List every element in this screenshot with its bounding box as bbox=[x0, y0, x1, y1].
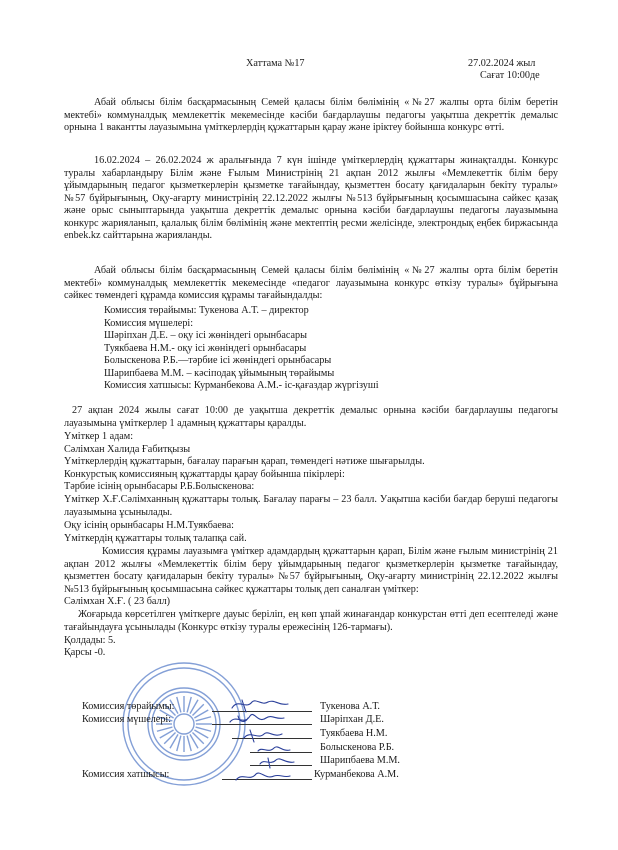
opinion-author: Оқу ісінің орынбасары Н.М.Туякбаева: bbox=[64, 520, 234, 531]
secretary-label: Комиссия хатшысы: bbox=[82, 769, 170, 780]
protocol-date: 27.02.2024 жыл bbox=[468, 58, 536, 69]
commission-member: Шарипбаева М.М. – кәсіподақ ұйымының төрайымы bbox=[104, 367, 335, 379]
candidate-name: Сәлімхан Халида Ғабитқызы bbox=[64, 443, 191, 455]
commission-list bbox=[64, 305, 564, 393]
votes-against: Қарсы -0. bbox=[64, 647, 106, 658]
announcement-paragraph: 16.02.2024 – 26.02.2024 ж аралығында 7 күн ішінде үміткерлердің құжаттары жинақталды. Конкурс туралы хабарландыру Білім және Ғылым Министрінің 21 ақпан 2012 жылғы «Мемлекеттік білім беру ұйымдарының педагог қызметкерлерін қызметке тағайындау, қызметтен босату қағидаларын бекіту туралы» №57 бұйрығының, Оқу-ағарту министрінің 22.12.2022 жылғы №513 бұйрығының қосымшасына сәйкес қазақ және орыс сыныптарында уақытша декреттік демалыс орнына кәсіби бағдарлаушы педагогы лауазымына конкурс жарияланып, қалалық білім бөлімінің және мектептің ресми желісінде, электрондық еңбек биржасында enbek.kz сайттарына жарияланды. bbox=[64, 155, 558, 241]
opinion-author: Тәрбие ісінің орынбасары Р.Б.Болыскенова: bbox=[64, 481, 255, 492]
signer-name: Туякбаева Н.М. bbox=[320, 728, 388, 739]
signer-name: Болыскенова Р.Б. bbox=[320, 742, 395, 753]
signer-name: Тукенова А.Т. bbox=[320, 701, 380, 712]
protocol-time: Сағат 10:00де bbox=[480, 70, 540, 81]
opinion2-lines bbox=[64, 520, 564, 545]
opinion-text: Үміткердің құжаттары толық талапқа сай. bbox=[64, 532, 247, 544]
commission-chair: Комиссия төрайымы: Тукенова А.Т. – директор bbox=[104, 305, 309, 316]
commission-member: Туякбаева Н.М.- оқу ісі жөніндегі орынбасары bbox=[104, 342, 307, 354]
members-label: Комиссия мүшелері: bbox=[82, 714, 172, 725]
handwritten-signatures bbox=[228, 696, 308, 786]
signer-name: Шарипбаева М.М. bbox=[320, 755, 400, 766]
signer-name: Курманбекова А.М. bbox=[314, 769, 399, 780]
commission-members-title: Комиссия мүшелері: bbox=[104, 317, 194, 329]
selected-candidate: Сәлімхан Х.Ғ. ( 23 балл) bbox=[64, 596, 171, 607]
opinion-paragraph: Үміткер Х.Ғ.Сәлімханның құжаттары толық. Бағалау парағы – 23 балл. Уақытша кәсіби бағдар беруші педагогы лауазымына ұсынылады. bbox=[64, 494, 558, 518]
vote-paragraph: Жоғарыда көрсетілген үміткерге дауыс беріліп, ең көп ұпай жинағандар конкурстан өтті деп есептеледі және тағайындауға ұсынылады (Конкурс өткізу туралы ережесінің 126-тармағы). bbox=[64, 609, 558, 633]
signer-name: Шәріпхан Д.Е. bbox=[320, 714, 384, 725]
protocol-number: Хаттама №17 bbox=[246, 58, 305, 69]
commission-secretary: Комиссия хатшысы: Курманбекова А.М.- іс-қағаздар жүргізуші bbox=[104, 380, 379, 391]
commission-order-paragraph: Абай облысы білім басқармасының Семей қаласы білім бөлімінің «№27 жалпы орта білім беретін мектебі» коммуналдық мемлекеттік мекемесінде «педагог лауазымына конкурс өткізу туралы» бұйрығына сәйкес төмендегі құрамда комиссия құрамы тағайындалды: bbox=[64, 265, 558, 301]
commission-member: Шәріпхан Д.Е. – оқу ісі жөніндегі орынбасары bbox=[104, 330, 307, 341]
candidate-count: Үміткер 1 адам: bbox=[64, 431, 134, 442]
opinions-title: Конкурстық комиссияның құжаттарды қарау бойынша пікірлері: bbox=[64, 468, 345, 480]
conclusion-paragraph: Комиссия құрамы лауазымға үміткер адамдардың құжаттарын қарап, Білім және ғылым министрінің 21 ақпан 2012 жылғы «Мемлекеттік білім беру ұйымдарының педагог қызметкерлерін қызметке тағайындау, қызметтен босату қағидаларын бекіту туралы» №57 бұйрығының, Оқу-ағарту министрінің 22.12.2022 жылғы №513 бұйрығының қосымшасына сәйкес құжаттары толық деп саналған үміткер: bbox=[64, 546, 558, 595]
votes-for: Қолдады: 5. bbox=[64, 635, 116, 646]
chair-label: Комиссия төрайымы: bbox=[82, 701, 175, 712]
results-lines bbox=[64, 431, 564, 494]
review-paragraph: 27 ақпан 2024 жылы сағат 10:00 де уақытша декреттік демалыс орнына кәсіби бағдарлаушы педагогы лауазымына үміткерлер 1 адамның құжаттары қаралды. bbox=[64, 405, 558, 429]
results-note: Үміткерлердің құжаттарын, бағалау парағын қарап, төмендегі нәтиже шығарылды. bbox=[64, 456, 425, 467]
commission-member: Болыскенова Р.Б.—тәрбие ісі жөніндегі орынбасары bbox=[104, 355, 332, 366]
intro-paragraph: Абай облысы білім басқармасының Семей қаласы білім бөлімінің «№27 жалпы орта білім беретін мектебі» коммуналдық мемлекеттік мекемесінде кәсіби бағдарлаушы педагогы уақытша декреттік демалыс орнына 1 вакантты лауазымына үміткерлердің құжаттарын қарау және іріктеу бойынша конкурс өтті. bbox=[64, 97, 558, 133]
